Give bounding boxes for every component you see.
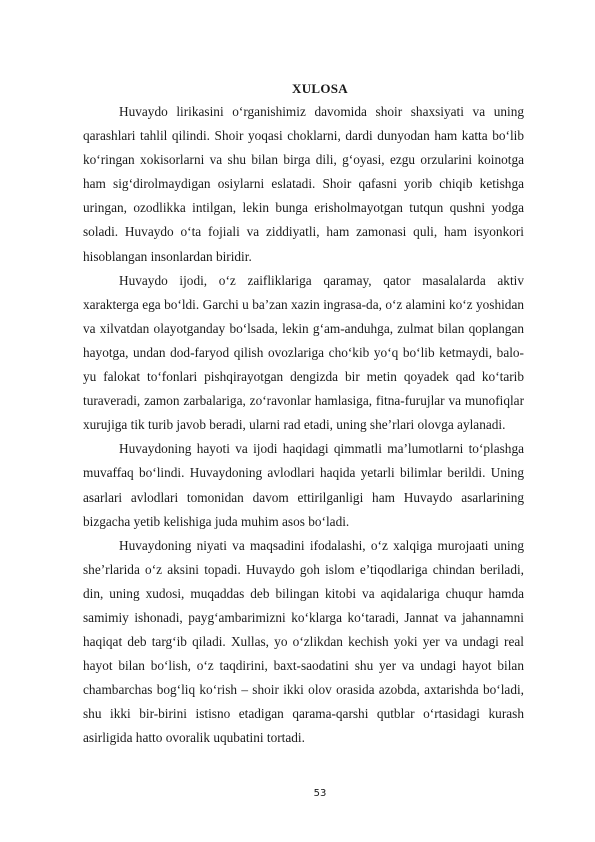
paragraph: Huvaydoning niyati va maqsadini ifodalashi, o‘z xalqiga murojaati uning she’rlarida o‘z aksini topadi. Huvaydo goh islom e’tiqodlariga chindan beriladi, din, uning xudosi, muqaddas deb bilingan kitobi va aqidalariga chuqur hamda samimiy ishonadi, payg‘ambarimizni ko‘klarga ko‘taradi, Jannat va jahannamni haqiqat deb targ‘ib qiladi. Xullas, yo o‘zlikdan kechish yoki yer va undagi real hayot bilan bo‘lish, o‘z taqdirini, baxt-saodatini shu yer va undagi hayot bilan chambarchas bog‘liq ko‘rish – shoir ikki olov orasida azobda, axtarishda bo‘ladi, shu ikki bir-birini istisno etadigan qarama-qarshi qutblar o‘rtasidagi kurash asirligida hatto ovoralik uqubatini tortadi. — [83, 537, 524, 746]
paragraph: Huvaydo ijodi, o‘z zaifliklariga qaramay, qator masalalarda aktiv xarakterga ega bo‘ldi. Garchi u ba’zan xazin ingrasa-da, o‘z alamini ko‘z yoshidan va xilvatdan olayotganday bo‘lsada, lekin g‘am-anduhga, zulmat bilan qoplangan hayotga, undan dod-faryod qilish ovozlariga cho‘kib yo‘q bo‘lib ketmaydi, balo-yu falokat to‘fonlari pishqirayotgan dengizda bir metin qoyadek qad ko‘tarib turaveradi, zamon zarbalariga, zo‘ravonlar hamlasiga, fitna-furujlar va munofiqlar xurujiga tik turib javob beradi, ularni rad etadi, uning she’rlari olovga aylanadi. — [83, 272, 524, 433]
paragraph: Huvaydoning hayoti va ijodi haqidagi qimmatli ma’lumotlarni to‘plashga muvaffaq bo‘lindi. Huvaydoning avlodlari haqida yetarli bilimlar berildi. Uning asarlari avlodlari tomonidan davom ettirilganligi ham Huvaydo asarlarining bizgacha yetib kelishiga juda muhim asos bo‘ladi. — [83, 441, 524, 529]
body-text — [83, 100, 524, 751]
paragraph: Huvaydo lirikasini o‘rganishimiz davomida shoir shaxsiyati va uning qarashlari tahlil qilindi. Shoir yoqasi choklarni, dardi dunyodan ham katta bo‘lib ko‘ringan xokisorlarni va shu bilan birga dili, g‘oyasi, ezgu orzularini koinotga ham sig‘dirolmaydigan osiylarni eslatadi. Shoir qafasni yorib chiqib ketishga uringan, ozodlikka intilgan, lekin bunga erisholmayotgan tutqun qushni yodga soladi. Huvaydo o‘ta fojiali va ziddiyatli, ham zamonasi quli, ham isyonkori hisoblangan insonlardan biridir. — [83, 104, 524, 264]
page-title: XULOSA — [292, 81, 348, 96]
page-number: 53 — [313, 788, 327, 799]
